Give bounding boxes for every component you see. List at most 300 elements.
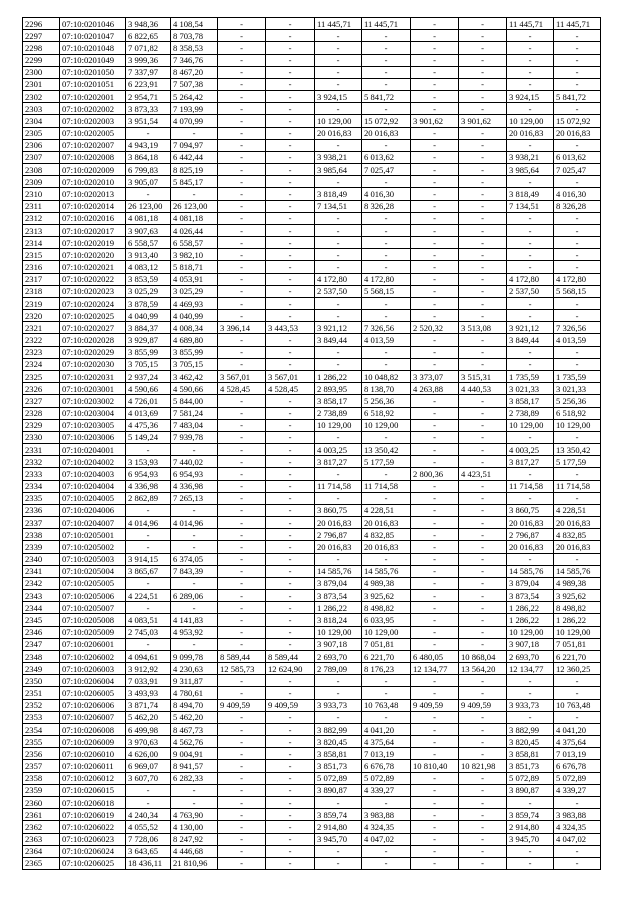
table-cell: - — [411, 456, 459, 468]
table-cell: 4 943,19 — [126, 139, 171, 151]
table-cell: 4 324,35 — [554, 821, 601, 833]
table-cell: - — [507, 42, 554, 54]
table-cell: - — [218, 346, 266, 358]
table-cell: - — [411, 480, 459, 492]
table-cell: - — [218, 784, 266, 796]
table-cell: 3 938,21 — [315, 151, 362, 163]
table-cell: 07:10:0206001 — [60, 638, 126, 650]
table-row — [23, 638, 601, 650]
table-row — [23, 297, 601, 309]
table-cell: - — [459, 91, 507, 103]
table-cell: - — [218, 139, 266, 151]
table-cell: - — [362, 54, 411, 66]
table-cell: - — [218, 310, 266, 322]
table-cell: 3 933,73 — [507, 699, 554, 711]
table-cell: 07:10:0201051 — [60, 78, 126, 90]
table-cell: 3 443,53 — [266, 322, 315, 334]
table-cell: - — [459, 602, 507, 614]
table-cell: - — [507, 687, 554, 699]
table-cell: - — [218, 212, 266, 224]
table-cell: - — [459, 407, 507, 419]
table-cell: - — [411, 237, 459, 249]
table-cell: 3 153,93 — [126, 456, 171, 468]
table-cell: 2329 — [23, 419, 60, 431]
table-cell: - — [507, 103, 554, 115]
table-row — [23, 541, 601, 553]
table-cell: - — [459, 492, 507, 504]
table-cell: - — [218, 675, 266, 687]
table-cell: 8 138,70 — [362, 383, 411, 395]
table-cell: - — [362, 553, 411, 565]
table-cell: - — [459, 626, 507, 638]
table-cell: 4 041,20 — [362, 723, 411, 735]
table-cell: 3 948,36 — [126, 18, 171, 30]
table-row — [23, 748, 601, 760]
table-cell: 5 568,15 — [554, 285, 601, 297]
table-cell: 2305 — [23, 127, 60, 139]
table-cell: 4 055,52 — [126, 821, 171, 833]
table-cell: 07:10:0203005 — [60, 419, 126, 431]
table-cell: - — [315, 212, 362, 224]
table-cell: - — [554, 687, 601, 699]
table-cell: 07:10:0206010 — [60, 748, 126, 760]
table-cell: 7 507,38 — [171, 78, 218, 90]
table-cell: 6 223,91 — [126, 78, 171, 90]
table-cell: - — [411, 577, 459, 589]
table-cell: 10 763,48 — [554, 699, 601, 711]
table-cell: 07:10:0202003 — [60, 115, 126, 127]
table-cell: 8 941,57 — [171, 760, 218, 772]
table-row — [23, 285, 601, 297]
table-cell: 4 446,68 — [171, 845, 218, 857]
table-cell: - — [266, 224, 315, 236]
table-cell: - — [459, 565, 507, 577]
table-cell: - — [218, 419, 266, 431]
table-cell: - — [411, 784, 459, 796]
table-cell: - — [507, 711, 554, 723]
table-cell: - — [507, 857, 554, 869]
table-cell: - — [411, 517, 459, 529]
table-cell: 07:10:0204004 — [60, 480, 126, 492]
table-cell: - — [411, 54, 459, 66]
table-cell: 2 789,09 — [315, 663, 362, 675]
table-cell: 3 567,01 — [266, 370, 315, 382]
table-cell: - — [266, 54, 315, 66]
table-cell: - — [459, 310, 507, 322]
table-cell: 5 818,71 — [171, 261, 218, 273]
table-cell: 6 822,65 — [126, 30, 171, 42]
table-cell: 8 498,82 — [554, 602, 601, 614]
table-cell: 3 921,12 — [315, 322, 362, 334]
table-cell: - — [266, 151, 315, 163]
table-cell: - — [459, 541, 507, 553]
table-cell: 07:10:0204002 — [60, 456, 126, 468]
table-cell: 4 339,27 — [554, 784, 601, 796]
table-cell: - — [362, 176, 411, 188]
table-cell: 20 016,83 — [507, 127, 554, 139]
table-cell: - — [266, 480, 315, 492]
table-cell: - — [218, 91, 266, 103]
table-cell: - — [459, 261, 507, 273]
table-cell: - — [218, 395, 266, 407]
table-cell: - — [554, 224, 601, 236]
table-cell: - — [218, 164, 266, 176]
table-cell: - — [459, 772, 507, 784]
table-cell: 07:10:0204005 — [60, 492, 126, 504]
table-cell: - — [507, 30, 554, 42]
table-cell: - — [126, 188, 171, 200]
table-cell: 7 071,82 — [126, 42, 171, 54]
table-cell: - — [362, 261, 411, 273]
table-cell: - — [266, 772, 315, 784]
table-cell: 2309 — [23, 176, 60, 188]
table-cell: 8 825,19 — [171, 164, 218, 176]
table-cell: - — [411, 334, 459, 346]
table-cell: 3 817,27 — [507, 456, 554, 468]
table-cell: 4 989,38 — [362, 577, 411, 589]
table-row — [23, 760, 601, 772]
table-cell: 4 013,59 — [362, 334, 411, 346]
table-cell: 07:10:0202017 — [60, 224, 126, 236]
table-cell: 2362 — [23, 821, 60, 833]
table-cell: 2332 — [23, 456, 60, 468]
table-row — [23, 784, 601, 796]
table-cell: - — [315, 358, 362, 370]
table-cell: 3 905,07 — [126, 176, 171, 188]
table-cell: 20 016,83 — [507, 517, 554, 529]
table-cell: - — [315, 675, 362, 687]
table-cell: - — [459, 614, 507, 626]
table-cell: 07:10:0202028 — [60, 334, 126, 346]
table-cell: 13 564,20 — [459, 663, 507, 675]
table-cell: 4 375,64 — [554, 736, 601, 748]
table-cell: 3 858,81 — [507, 748, 554, 760]
table-cell: - — [411, 419, 459, 431]
table-cell: - — [507, 431, 554, 443]
table-cell: - — [171, 541, 218, 553]
table-cell: 3 884,37 — [126, 322, 171, 334]
table-cell: - — [266, 310, 315, 322]
table-cell: - — [171, 127, 218, 139]
table-cell: - — [266, 444, 315, 456]
table-cell: 07:10:0202001 — [60, 91, 126, 103]
table-cell: 4 469,93 — [171, 297, 218, 309]
table-cell: 26 123,00 — [171, 200, 218, 212]
table-cell: 7 134,51 — [315, 200, 362, 212]
table-cell: 07:10:0202025 — [60, 310, 126, 322]
table-cell: - — [315, 176, 362, 188]
table-cell: - — [554, 103, 601, 115]
table-cell: 07:10:0201048 — [60, 42, 126, 54]
table-cell: 07:10:0206009 — [60, 736, 126, 748]
table-cell: - — [459, 285, 507, 297]
table-cell: - — [411, 638, 459, 650]
table-cell: 07:10:0205005 — [60, 577, 126, 589]
table-cell: - — [411, 407, 459, 419]
table-cell: 7 013,19 — [554, 748, 601, 760]
table-cell: - — [411, 565, 459, 577]
table-cell: 3 515,31 — [459, 370, 507, 382]
table-cell: 2296 — [23, 18, 60, 30]
table-cell: - — [218, 553, 266, 565]
table-cell: - — [218, 736, 266, 748]
table-cell: 3 999,36 — [126, 54, 171, 66]
table-cell: - — [266, 748, 315, 760]
table-row — [23, 407, 601, 419]
table-cell: 3 878,59 — [126, 297, 171, 309]
table-cell: 21 810,96 — [171, 857, 218, 869]
table-cell: - — [507, 249, 554, 261]
table-cell: - — [126, 444, 171, 456]
table-cell: 2353 — [23, 711, 60, 723]
table-cell: - — [411, 492, 459, 504]
table-cell: - — [218, 638, 266, 650]
table-cell: - — [459, 395, 507, 407]
table-cell: 2313 — [23, 224, 60, 236]
table-cell: 4 423,51 — [459, 468, 507, 480]
table-cell: 6 013,62 — [554, 151, 601, 163]
table-cell: 3 983,88 — [362, 809, 411, 821]
table-cell: 3 851,73 — [315, 760, 362, 772]
table-cell: 8 589,44 — [266, 650, 315, 662]
table-cell: 1 286,22 — [554, 614, 601, 626]
table-cell: 1 735,59 — [554, 370, 601, 382]
table-cell: 2341 — [23, 565, 60, 577]
table-cell: - — [411, 857, 459, 869]
table-cell: 07:10:0205007 — [60, 602, 126, 614]
table-cell: 2 537,50 — [315, 285, 362, 297]
table-cell: 7 051,81 — [554, 638, 601, 650]
table-row — [23, 687, 601, 699]
table-cell: 10 821,98 — [459, 760, 507, 772]
table-cell: 6 013,62 — [362, 151, 411, 163]
table-cell: 15 072,92 — [554, 115, 601, 127]
table-cell: 8 176,23 — [362, 663, 411, 675]
table-cell: - — [266, 42, 315, 54]
table-cell: - — [218, 297, 266, 309]
table-cell: - — [411, 431, 459, 443]
table-cell: - — [266, 78, 315, 90]
table-cell: 10 868,04 — [459, 650, 507, 662]
table-cell: 5 072,89 — [507, 772, 554, 784]
table-cell: - — [266, 468, 315, 480]
table-cell: - — [218, 626, 266, 638]
table-cell: - — [266, 273, 315, 285]
table-cell: 3 901,62 — [411, 115, 459, 127]
table-cell: - — [218, 78, 266, 90]
table-cell: - — [266, 188, 315, 200]
table-cell: - — [459, 176, 507, 188]
table-row — [23, 66, 601, 78]
table-cell: 2318 — [23, 285, 60, 297]
table-cell: 2297 — [23, 30, 60, 42]
table-cell: - — [266, 164, 315, 176]
table-row — [23, 723, 601, 735]
table-cell: 7 728,06 — [126, 833, 171, 845]
table-cell: 2 796,87 — [315, 529, 362, 541]
table-cell: 2 937,24 — [126, 370, 171, 382]
table-cell: 4 172,80 — [315, 273, 362, 285]
table-row — [23, 18, 601, 30]
table-row — [23, 224, 601, 236]
table-cell: 7 939,78 — [171, 431, 218, 443]
table-cell: 5 841,72 — [554, 91, 601, 103]
table-cell: 4 130,00 — [171, 821, 218, 833]
table-cell: 5 072,89 — [315, 772, 362, 784]
table-row — [23, 310, 601, 322]
table-cell: 7 346,76 — [171, 54, 218, 66]
table-cell: 2 862,89 — [126, 492, 171, 504]
table-cell: - — [218, 711, 266, 723]
table-row — [23, 383, 601, 395]
table-cell: - — [266, 492, 315, 504]
table-cell: 2327 — [23, 395, 60, 407]
table-cell: - — [459, 139, 507, 151]
table-cell: - — [218, 529, 266, 541]
table-cell: 3 851,73 — [507, 760, 554, 772]
table-cell: 4 013,69 — [126, 407, 171, 419]
table-cell: 3 859,74 — [315, 809, 362, 821]
table-cell: - — [315, 553, 362, 565]
table-cell: 4 989,38 — [554, 577, 601, 589]
table-cell: - — [218, 845, 266, 857]
table-cell: 07:10:0205004 — [60, 565, 126, 577]
table-cell: 20 016,83 — [362, 517, 411, 529]
table-row — [23, 103, 601, 115]
table-cell: 6 374,05 — [171, 553, 218, 565]
table-cell: - — [507, 553, 554, 565]
table-cell: 3 858,17 — [507, 395, 554, 407]
table-cell: - — [218, 30, 266, 42]
table-cell: 3 873,54 — [315, 590, 362, 602]
table-cell: 3 871,74 — [126, 699, 171, 711]
table-cell: 2364 — [23, 845, 60, 857]
table-cell: - — [266, 553, 315, 565]
table-cell: 4 953,92 — [171, 626, 218, 638]
table-cell: - — [266, 638, 315, 650]
table-cell: 20 016,83 — [554, 541, 601, 553]
table-cell: 1 286,22 — [507, 602, 554, 614]
table-cell: 2 800,36 — [411, 468, 459, 480]
table-cell: 07:10:0202008 — [60, 151, 126, 163]
table-cell: - — [411, 626, 459, 638]
table-row — [23, 395, 601, 407]
table-cell: - — [218, 480, 266, 492]
table-cell: - — [459, 18, 507, 30]
table-cell: - — [218, 809, 266, 821]
table-cell: 6 442,44 — [171, 151, 218, 163]
table-cell: 4 339,27 — [362, 784, 411, 796]
table-cell: 2356 — [23, 748, 60, 760]
table-row — [23, 797, 601, 809]
table-cell: - — [266, 675, 315, 687]
table-cell: - — [171, 602, 218, 614]
table-row — [23, 249, 601, 261]
table-cell: 3 513,08 — [459, 322, 507, 334]
table-cell: - — [218, 431, 266, 443]
table-cell: - — [362, 42, 411, 54]
table-cell: 3 907,63 — [126, 224, 171, 236]
table-cell: 4 013,59 — [554, 334, 601, 346]
table-cell: - — [459, 334, 507, 346]
table-cell: - — [554, 30, 601, 42]
table-cell: - — [315, 492, 362, 504]
table-cell: 13 350,42 — [362, 444, 411, 456]
table-cell: - — [266, 614, 315, 626]
table-cell: - — [411, 748, 459, 760]
table-cell: - — [218, 541, 266, 553]
table-cell: 3 817,27 — [315, 456, 362, 468]
table-cell: - — [362, 797, 411, 809]
table-cell: 6 954,93 — [126, 468, 171, 480]
table-cell: - — [507, 797, 554, 809]
table-cell: 7 337,97 — [126, 66, 171, 78]
table-cell: 07:10:0203002 — [60, 395, 126, 407]
table-cell: - — [554, 261, 601, 273]
table-cell: - — [126, 127, 171, 139]
table-cell: 2 745,03 — [126, 626, 171, 638]
table-cell: 2317 — [23, 273, 60, 285]
table-cell: - — [362, 212, 411, 224]
table-cell: 5 149,24 — [126, 431, 171, 443]
table-cell: - — [507, 845, 554, 857]
table-cell: - — [266, 504, 315, 516]
table-cell: 4 026,44 — [171, 224, 218, 236]
table-cell: 3 901,62 — [459, 115, 507, 127]
table-cell: 3 855,99 — [126, 346, 171, 358]
table-cell: 5 568,15 — [362, 285, 411, 297]
table-cell: - — [171, 784, 218, 796]
table-cell: - — [218, 614, 266, 626]
table-cell: 4 528,45 — [218, 383, 266, 395]
table-cell: - — [411, 103, 459, 115]
table-cell: - — [315, 42, 362, 54]
table-cell: - — [362, 139, 411, 151]
table-cell: 4 047,02 — [362, 833, 411, 845]
table-row — [23, 602, 601, 614]
table-cell: 3 945,70 — [507, 833, 554, 845]
table-cell: 3 820,45 — [315, 736, 362, 748]
table-cell: 2336 — [23, 504, 60, 516]
table-cell: - — [218, 66, 266, 78]
table-cell: 1 286,22 — [315, 370, 362, 382]
table-cell: - — [266, 346, 315, 358]
table-row — [23, 456, 601, 468]
table-cell: - — [218, 151, 266, 163]
table-cell: 6 558,57 — [126, 237, 171, 249]
table-cell: 4 324,35 — [362, 821, 411, 833]
table-cell: - — [411, 590, 459, 602]
table-cell: 3 858,17 — [315, 395, 362, 407]
table-cell: - — [266, 687, 315, 699]
table-cell: - — [411, 261, 459, 273]
table-cell: - — [459, 797, 507, 809]
table-cell: - — [218, 590, 266, 602]
table-cell: 4 832,85 — [362, 529, 411, 541]
table-cell: 20 016,83 — [315, 127, 362, 139]
table-row — [23, 54, 601, 66]
table-cell: 3 820,45 — [507, 736, 554, 748]
table-cell: 2358 — [23, 772, 60, 784]
table-cell: - — [459, 784, 507, 796]
table-cell: - — [315, 431, 362, 443]
table-cell: 7 094,97 — [171, 139, 218, 151]
table-row — [23, 164, 601, 176]
table-cell: - — [507, 468, 554, 480]
table-cell: 07:10:0206025 — [60, 857, 126, 869]
table-cell: - — [459, 456, 507, 468]
table-cell: - — [362, 346, 411, 358]
